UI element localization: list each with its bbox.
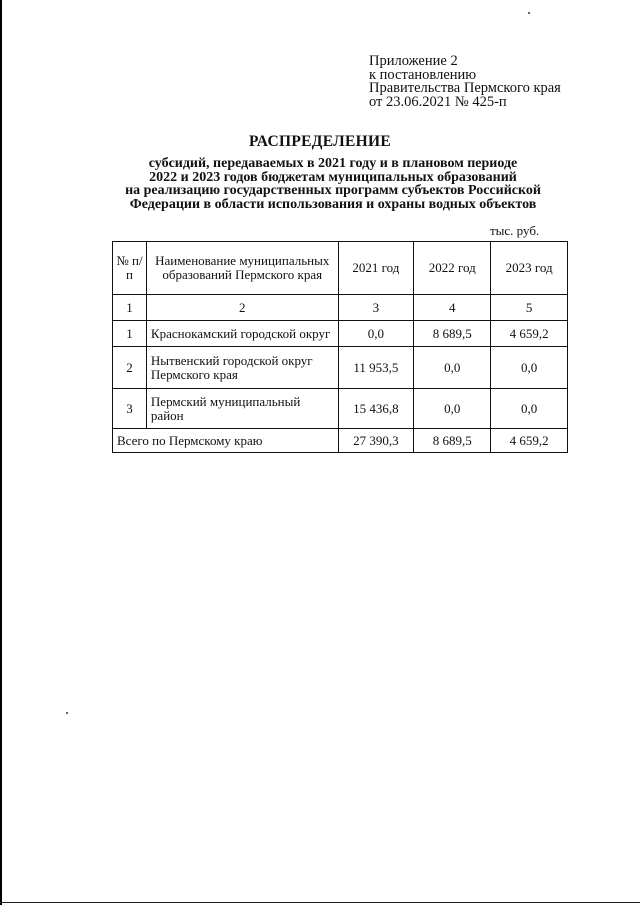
header-num: № п/п <box>113 242 147 295</box>
subtitle-line: субсидий, передаваемых в 2021 году и в плановом периоде <box>148 156 518 171</box>
table-row <box>113 347 568 389</box>
scan-speck <box>528 12 530 14</box>
header-2022: 2022 год <box>414 242 491 295</box>
table-total-row <box>113 429 568 453</box>
annex-line: Правительства Пермского края <box>369 80 561 96</box>
row-num: 2 <box>113 347 147 389</box>
header-2021: 2021 год <box>338 242 414 295</box>
annex-line: к постановлению <box>369 66 477 83</box>
annex-line: от 23.06.2021 № 425-п <box>369 93 507 110</box>
table-row <box>113 389 568 429</box>
header-2023: 2023 год <box>491 242 568 295</box>
scan-bottom-line <box>0 902 640 903</box>
annex-block <box>369 55 561 109</box>
row-2021: 0,0 <box>338 321 414 347</box>
row-2023: 0,0 <box>491 347 568 389</box>
units-label: тыс. руб. <box>490 223 540 238</box>
annex-line: Приложение 2 <box>369 53 458 69</box>
distribution-table <box>112 241 568 453</box>
total-2023: 4 659,2 <box>491 429 568 453</box>
row-2022: 0,0 <box>414 347 491 389</box>
document-subtitle <box>100 157 566 211</box>
row-2022: 0,0 <box>414 389 491 429</box>
table-row <box>113 321 568 347</box>
row-2023: 0,0 <box>491 389 568 429</box>
row-num: 3 <box>113 389 147 429</box>
row-2021: 15 436,8 <box>338 389 414 429</box>
row-name: Пермский муниципальный район <box>146 389 338 429</box>
total-2022: 8 689,5 <box>414 429 491 453</box>
row-name: Нытвенский городской округ Пермского края <box>146 347 338 389</box>
subtitle-line: 2022 и 2023 годов бюджетам муниципальных образований <box>149 169 517 185</box>
total-label: Всего по Пермскому краю <box>113 429 339 453</box>
index-cell: 5 <box>491 295 568 321</box>
index-cell: 4 <box>414 295 491 321</box>
document-title: РАСПРЕДЕЛЕНИЕ <box>249 133 391 150</box>
index-cell: 3 <box>338 295 414 321</box>
row-name: Краснокамский городской округ <box>146 321 338 347</box>
table-index-row <box>113 295 568 321</box>
row-2023: 4 659,2 <box>491 321 568 347</box>
subtitle-line: Федерации в области использования и охраны водных объектов <box>129 196 537 212</box>
header-name: Наименование муниципальных образований Пермского края <box>146 242 338 295</box>
row-num: 1 <box>113 321 147 347</box>
index-cell: 2 <box>146 295 338 321</box>
index-cell: 1 <box>113 295 147 321</box>
row-2022: 8 689,5 <box>414 321 491 347</box>
scan-speck <box>66 712 68 714</box>
table-header-row <box>113 242 568 295</box>
subtitle-line: на реализацию государственных программ субъектов Российской <box>125 183 541 198</box>
total-2021: 27 390,3 <box>338 429 414 453</box>
row-2021: 11 953,5 <box>338 347 414 389</box>
